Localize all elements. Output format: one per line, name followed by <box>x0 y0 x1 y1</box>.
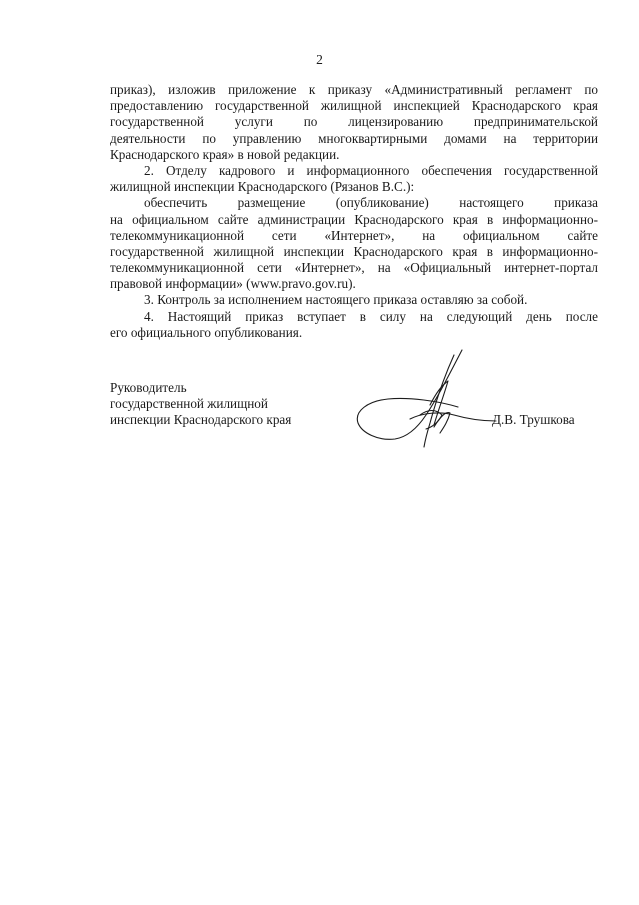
body-line: обеспечить размещение (опубликование) настоящего приказа <box>144 195 598 211</box>
body-line: деятельности по управлению многоквартирными домами на территории <box>110 130 598 146</box>
page-number: 2 <box>316 52 323 67</box>
signatory-name: Д.В. Трушкова <box>492 412 575 427</box>
body-line: предоставлению государственной жилищной инспекцией Краснодарского края <box>110 98 598 114</box>
body-line: телекоммуникационной сети «Интернет», на «Официальный интернет-портал <box>110 260 598 276</box>
body-line: правовой информации» (www.pravo.gov.ru). <box>110 276 356 292</box>
signatory-title-line: государственной жилищной <box>110 396 268 411</box>
body-line: государственной услуги по лицензированию предпринимательской <box>110 114 598 130</box>
document-body <box>110 82 598 341</box>
body-line: на официальном сайте администрации Краснодарского края в информационно- <box>110 211 598 227</box>
body-line: Краснодарского края» в новой редакции. <box>110 146 340 162</box>
body-line: приказ), изложив приложение к приказу «Административный регламент по <box>110 82 598 97</box>
body-line: его официального опубликования. <box>110 324 303 340</box>
body-line: 2. Отделу кадрового и информационного обеспечения государственной <box>144 162 598 178</box>
body-line: 3. Контроль за исполнением настоящего приказа оставляю за собой. <box>144 292 528 308</box>
body-line: телекоммуникационной сети «Интернет», на официальном сайте <box>110 227 598 243</box>
body-line: государственной жилищной инспекции Краснодарского края в информационно- <box>110 243 598 259</box>
body-line: 4. Настоящий приказ вступает в силу на следующий день после <box>144 308 598 324</box>
signatory-title-line: Руководитель <box>110 380 187 395</box>
signatory-title-line: инспекции Краснодарского края <box>110 412 292 427</box>
body-line: жилищной инспекции Краснодарского (Рязанов В.С.): <box>110 179 415 195</box>
